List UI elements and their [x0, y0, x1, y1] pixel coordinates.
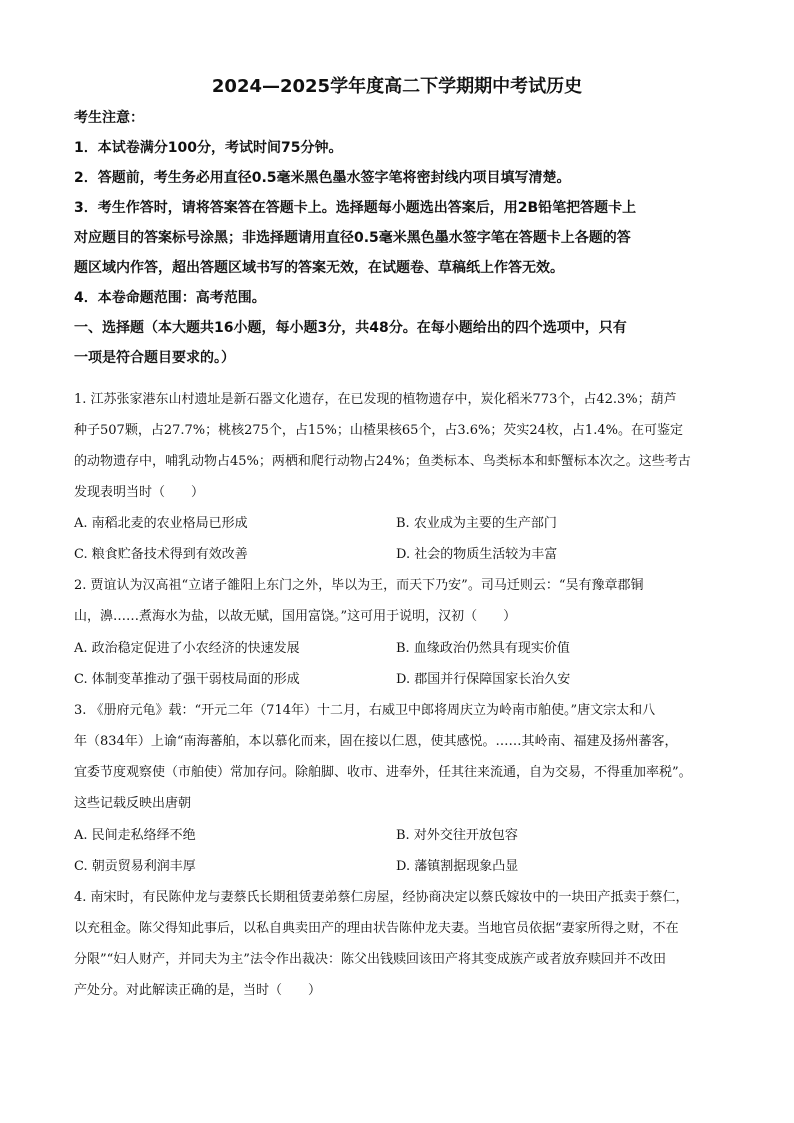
notice-item: 2．答题前，考生务必用直径0.5毫米黑色墨水签字笔将密封线内项目填写清楚。	[74, 170, 571, 186]
question-text: 宜委节度观察使（市舶使）常加存问。除舶脚、收市、进奉外，任其往来流通，自为交易，不得重加率税”。	[74, 765, 692, 780]
question-text: 以充租金。陈父得知此事后，以私自典卖田产的理由状告陈仲龙夫妻。当地官员依据“妻家所得之财，不在	[74, 921, 679, 936]
section-heading: 一、选择题（本大题共16小题，每小题3分，共48分。在每小题给出的四个选项中，只有	[74, 320, 627, 336]
question-1	[74, 384, 734, 508]
notice-item: 1．本试卷满分100分，考试时间75分钟。	[74, 140, 343, 156]
notice-heading: 考生注意：	[74, 110, 144, 126]
options-row	[74, 539, 734, 570]
option-c[interactable]: C. 粮食贮备技术得到有效改善	[74, 547, 248, 562]
question-text: 产处分。对此解读正确的是，当时（ ）	[74, 983, 322, 998]
option-b[interactable]: B. 对外交往开放包容	[396, 828, 518, 843]
question-text: 山，濞……煮海水为盐，以故无赋，国用富饶。”这可用于说明，汉初（ ）	[74, 609, 517, 624]
question-text: 分限”“妇人财产，并同夫为主”法令作出裁决：陈父出钱赎回该田产将其变成族产或者放弃赎回并不改田	[74, 952, 666, 967]
question-text: 1. 江苏张家港东山村遗址是新石器文化遗存，在已发现的植物遗存中，炭化稻米773个，占42.3%；葫芦	[74, 392, 677, 407]
question-text: 3. 《册府元龟》载：“开元二年（714年）十二月，右威卫中郎将周庆立为岭南市舶使。”唐文宗太和八	[74, 703, 656, 718]
option-b[interactable]: B. 血缘政治仍然具有现实价值	[396, 641, 570, 656]
options-row	[74, 820, 734, 851]
option-c[interactable]: C. 朝贡贸易利润丰厚	[74, 859, 196, 874]
option-d[interactable]: D. 社会的物质生活较为丰富	[396, 547, 558, 562]
question-text: 发现表明当时（ ）	[74, 485, 205, 500]
question-2	[74, 570, 734, 632]
options-row	[74, 664, 734, 695]
notice-item: 3．考生作答时，请将答案答在答题卡上。选择题每小题选出答案后，用2B铅笔把答题卡上	[74, 200, 637, 216]
notice-item: 4．本卷命题范围：高考范围。	[74, 290, 266, 306]
option-a[interactable]: A. 政治稳定促进了小农经济的快速发展	[74, 641, 300, 656]
option-a[interactable]: A. 南稻北麦的农业格局已形成	[74, 516, 248, 531]
options-row	[74, 508, 734, 539]
question-text: 年（834年）上谕“南海蕃舶，本以慕化而来，固在接以仁恩，使其感悦。……其岭南、福建及扬州蕃客，	[74, 734, 678, 749]
option-c[interactable]: C. 体制变革推动了强干弱枝局面的形成	[74, 672, 300, 687]
question-3	[74, 695, 734, 819]
options-row	[74, 633, 734, 664]
question-4	[74, 882, 734, 1006]
notice-item: 题区域内作答，超出答题区域书写的答案无效，在试题卷、草稿纸上作答无效。	[74, 260, 564, 276]
question-text: 2. 贾谊认为汉高祖“立诸子雒阳上东门之外，毕以为王，而天下乃安”。司马迁则云：“吴有豫章郡铜	[74, 578, 644, 593]
question-text: 的动物遗存中，哺乳动物占45%；两栖和爬行动物占24%；鱼类标本、鸟类标本和虾蟹标本次之。这些考古	[74, 454, 691, 469]
exam-title: 2024—2025学年度高二下学期期中考试历史	[211, 76, 583, 97]
option-b[interactable]: B. 农业成为主要的生产部门	[396, 516, 557, 531]
option-d[interactable]: D. 藩镇割据现象凸显	[396, 859, 519, 874]
question-text: 4. 南宋时，有民陈仲龙与妻蔡氏长期租赁妻弟蔡仁房屋，经协商决定以蔡氏嫁妆中的一块田产抵卖于蔡仁，	[74, 890, 689, 905]
section-heading: 一项是符合题目要求的。）	[74, 350, 235, 366]
options-row	[74, 851, 734, 882]
question-text: 种子507颗，占27.7%；桃核275个，占15%；山楂果核65个，占3.6%；芡实24枚，占1.4%。在可鉴定	[74, 423, 683, 438]
option-a[interactable]: A. 民间走私络绎不绝	[74, 828, 196, 843]
question-text: 这些记载反映出唐朝	[74, 796, 192, 811]
notice-item: 对应题目的答案标号涂黑；非选择题请用直径0.5毫米黑色墨水签字笔在答题卡上各题的答	[74, 230, 631, 246]
option-d[interactable]: D. 郡国并行保障国家长治久安	[396, 672, 571, 687]
exam-notice	[74, 103, 734, 373]
